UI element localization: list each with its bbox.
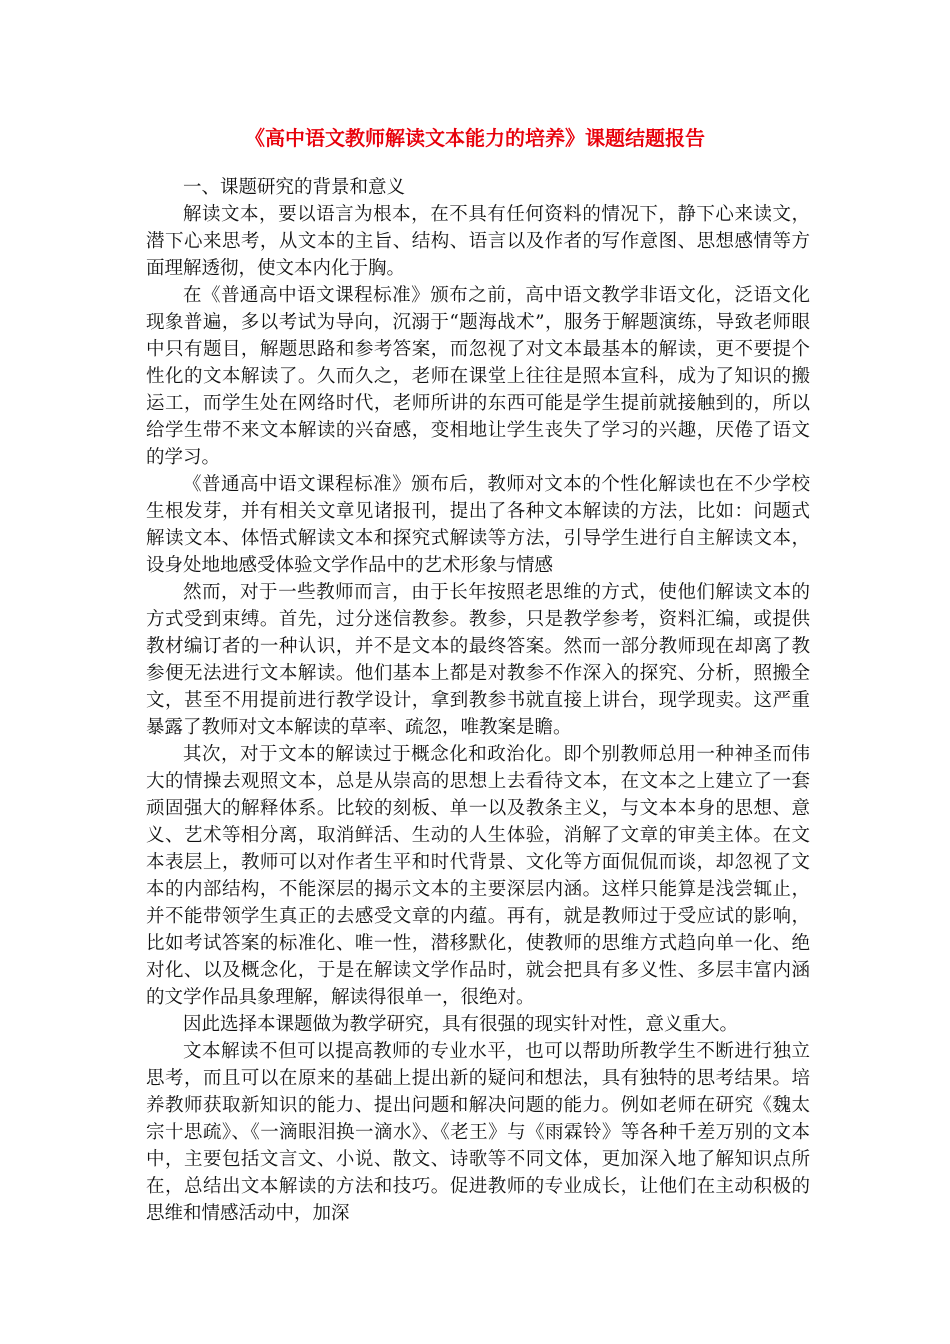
- paragraph-3: 《普通高中语文课程标准》颁布后，教师对文本的个性化解读也在不少学校生根发芽，并有相关文章见诸报刊，提出了各种文本解读的方法，比如：问题式解读文本、体悟式解读文本和探究式解读等方法，引导学生进行自主解读文本，设身处地地感受体验文学作品中的艺术形象与情感: [146, 474, 810, 576]
- paragraph-7: 文本解读不但可以提高教师的专业水平，也可以帮助所教学生不断进行独立思考，而且可以在原来的基础上提出新的疑问和想法，具有独特的思考结果。培养教师获取新知识的能力、提出问题和解决问题的能力。例如老师在研究《魏太宗十思疏》、《一滴眼泪换一滴水》、《老王》与《雨霖铃》等各种千差万别的文本中，主要包括文言文、小说、散文、诗歌等不同文体，更加深入地了解知识点所在，总结出文本解读的方法和技巧。促进教师的专业成长，让他们在主动积极的思维和情感活动中，加深: [146, 1041, 810, 1224]
- document-title: 《高中语文教师解读文本能力的培养》课题结题报告: [245, 126, 705, 150]
- paragraph-1: 解读文本，要以语言为根本，在不具有任何资料的情况下，静下心来读文，潜下心来思考，从文本的主旨、结构、语言以及作者的写作意图、思想感情等方面理解透彻，使文本内化于胸。: [146, 204, 810, 279]
- document-body: [146, 174, 810, 1227]
- section-heading: 一、课题研究的背景和意义: [183, 177, 406, 198]
- paragraph-2: 在《普通高中语文课程标准》颁布之前，高中语文教学非语文化，泛语文化现象普遍，多以考试为导向，沉溺于“题海战术”，服务于解题演练，导致老师眼中只有题目，解题思路和参考答案，而忽视了对文本最基本的解读，更不要提个性化的文本解读了。久而久之，老师在课堂上往往是照本宣科，成为了知识的搬运工，而学生处在网络时代，老师所讲的东西可能是学生提前就接触到的，所以给学生带不来文本解读的兴奋感，变相地让学生丧失了学习的兴趣，厌倦了语文的学习。: [146, 285, 810, 468]
- paragraph-5: 其次，对于文本的解读过于概念化和政治化。即个别教师总用一种神圣而伟大的情操去观照文本，总是从崇高的思想上去看待文本，在文本之上建立了一套顽固强大的解释体系。比较的刻板、单一以及教条主义，与文本本身的思想、意义、艺术等相分离，取消鲜活、生动的人生体验，消解了文章的审美主体。在文本表层上，教师可以对作者生平和时代背景、文化等方面侃侃而谈，却忽视了文本的内部结构，不能深层的揭示文本的主要深层内涵。这样只能算是浅尝辄止，并不能带领学生真正的去感受文章的内蕴。再有，就是教师过于受应试的影响，比如考试答案的标准化、唯一性，潜移默化，使教师的思维方式趋向单一化、绝对化、以及概念化，于是在解读文学作品时，就会把具有多义性、多层丰富内涵的文学作品具象理解，解读得很单一，很绝对。: [146, 744, 810, 1008]
- paragraph-4: 然而，对于一些教师而言，由于长年按照老思维的方式，使他们解读文本的方式受到束缚。首先，过分迷信教参。教参，只是教学参考，资料汇编，或提供教材编订者的一种认识，并不是文本的最终答案。然而一部分教师现在却离了教参便无法进行文本解读。他们基本上都是对教参不作深入的探究、分析，照搬全文，甚至不用提前进行教学设计，拿到教参书就直接上讲台，现学现卖。这严重暴露了教师对文本解读的草率、疏忽，唯教案是瞻。: [146, 582, 810, 738]
- paragraph-6: 因此选择本课题做为教学研究，具有很强的现实针对性，意义重大。: [183, 1014, 739, 1035]
